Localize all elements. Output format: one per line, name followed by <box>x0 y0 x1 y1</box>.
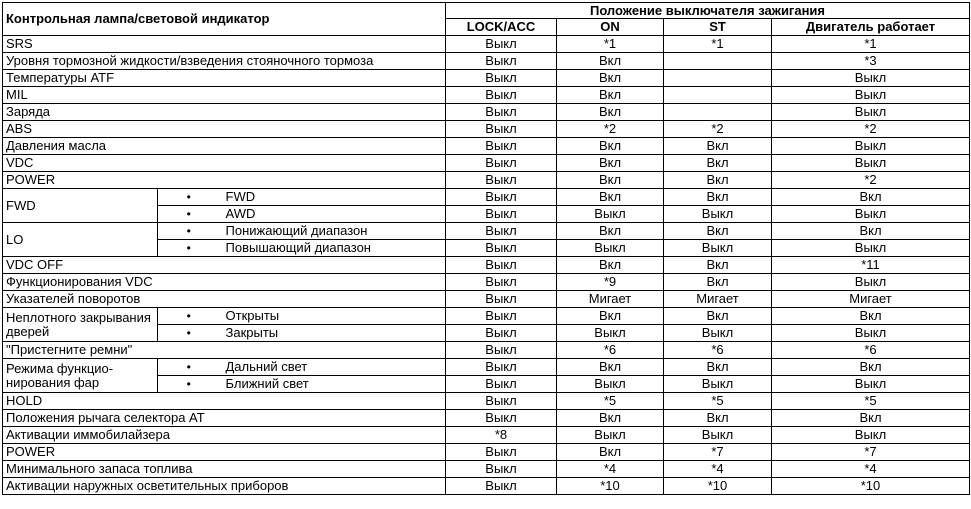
state-cell: Мигает <box>557 291 664 308</box>
state-cell: Выкл <box>664 240 772 257</box>
state-cell: Вкл <box>557 410 664 427</box>
table-row <box>3 70 970 87</box>
table-row <box>3 53 970 70</box>
state-cell: Выкл <box>446 376 557 393</box>
state-cell: Выкл <box>557 240 664 257</box>
state-cell: Вкл <box>772 189 970 206</box>
table-row <box>3 291 970 308</box>
state-cell: Выкл <box>446 104 557 121</box>
table-row <box>3 104 970 121</box>
table-row <box>3 155 970 172</box>
indicator-name: "Пристегните ремни" <box>3 342 446 359</box>
state-cell: Выкл <box>446 359 557 376</box>
st-header: ST <box>664 19 772 36</box>
sub-item-label: Ближний свет <box>220 376 446 393</box>
table-row <box>3 393 970 410</box>
table-row <box>3 274 970 291</box>
state-cell: Выкл <box>446 87 557 104</box>
table-row <box>3 223 970 240</box>
indicator-name: Активации иммобилайзера <box>3 427 446 444</box>
bullet-mark: • <box>158 308 220 325</box>
table-row <box>3 427 970 444</box>
state-cell: *3 <box>772 53 970 70</box>
state-cell: Выкл <box>446 53 557 70</box>
state-cell: Выкл <box>446 257 557 274</box>
state-cell: Выкл <box>446 138 557 155</box>
state-cell: *5 <box>772 393 970 410</box>
state-cell: *9 <box>557 274 664 291</box>
position-group-header: Положение выключателя зажигания <box>446 3 970 19</box>
state-cell: Вкл <box>557 155 664 172</box>
state-cell: Вкл <box>664 138 772 155</box>
state-cell: Выкл <box>446 172 557 189</box>
table-row <box>3 410 970 427</box>
state-cell <box>664 87 772 104</box>
state-cell: *1 <box>557 36 664 53</box>
indicator-name: ABS <box>3 121 446 138</box>
bullet-mark: • <box>158 240 220 257</box>
indicator-name: SRS <box>3 36 446 53</box>
state-cell: *10 <box>557 478 664 495</box>
sub-item-label: Дальний свет <box>220 359 446 376</box>
state-cell: *6 <box>772 342 970 359</box>
state-cell <box>664 104 772 121</box>
state-cell: Выкл <box>557 427 664 444</box>
state-cell: Выкл <box>446 70 557 87</box>
bullet-mark: • <box>158 376 220 393</box>
state-cell: Вкл <box>557 70 664 87</box>
state-cell: Выкл <box>446 444 557 461</box>
state-cell: Выкл <box>772 240 970 257</box>
table-row <box>3 478 970 495</box>
state-cell: Выкл <box>446 342 557 359</box>
state-cell: Вкл <box>557 53 664 70</box>
state-cell: Вкл <box>772 359 970 376</box>
state-cell: Выкл <box>772 138 970 155</box>
header-row-1 <box>3 3 970 19</box>
state-cell: Вкл <box>557 189 664 206</box>
state-cell: Вкл <box>557 359 664 376</box>
state-cell: Выкл <box>664 325 772 342</box>
state-cell: *5 <box>557 393 664 410</box>
state-cell: Выкл <box>772 87 970 104</box>
table-body <box>3 3 970 495</box>
state-cell: Выкл <box>772 427 970 444</box>
state-cell: Вкл <box>664 155 772 172</box>
state-cell: Вкл <box>557 257 664 274</box>
state-cell: Вкл <box>664 359 772 376</box>
indicator-name: Заряда <box>3 104 446 121</box>
indicator-column-header: Контрольная лампа/световой индикатор <box>3 3 446 36</box>
indicator-name: POWER <box>3 444 446 461</box>
indicator-table <box>2 2 970 495</box>
state-cell: *11 <box>772 257 970 274</box>
table-row <box>3 308 970 325</box>
state-cell: *7 <box>772 444 970 461</box>
state-cell: Выкл <box>446 291 557 308</box>
state-cell: Вкл <box>557 138 664 155</box>
state-cell: Выкл <box>772 325 970 342</box>
indicator-name: Положения рычага селектора AT <box>3 410 446 427</box>
state-cell: *7 <box>664 444 772 461</box>
state-cell: Вкл <box>557 308 664 325</box>
indicator-name: VDC <box>3 155 446 172</box>
state-cell: Вкл <box>557 104 664 121</box>
sub-item-label: AWD <box>220 206 446 223</box>
table-row <box>3 257 970 274</box>
indicator-name: Уровня тормозной жидкости/взведения стояночного тормоза <box>3 53 446 70</box>
state-cell: Выкл <box>772 155 970 172</box>
state-cell: *4 <box>664 461 772 478</box>
state-cell: *2 <box>557 121 664 138</box>
bullet-mark: • <box>158 325 220 342</box>
state-cell: Вкл <box>557 444 664 461</box>
sub-item-label: Понижающий диапазон <box>220 223 446 240</box>
bullet-mark: • <box>158 223 220 240</box>
state-cell: *10 <box>664 478 772 495</box>
table-row <box>3 172 970 189</box>
state-cell: Выкл <box>772 206 970 223</box>
state-cell: Вкл <box>664 257 772 274</box>
bullet-mark: • <box>158 359 220 376</box>
sub-item-label: Открыты <box>220 308 446 325</box>
indicator-name: Активации наружных осветительных приборов <box>3 478 446 495</box>
state-cell: Вкл <box>557 87 664 104</box>
table-row <box>3 36 970 53</box>
state-cell: Выкл <box>557 325 664 342</box>
lock-acc-header: LOCK/ACC <box>446 19 557 36</box>
state-cell: *10 <box>772 478 970 495</box>
state-cell: Вкл <box>664 308 772 325</box>
state-cell <box>664 53 772 70</box>
table-row <box>3 189 970 206</box>
state-cell: Выкл <box>446 155 557 172</box>
state-cell: Вкл <box>772 223 970 240</box>
state-cell: *6 <box>557 342 664 359</box>
table-row <box>3 359 970 376</box>
state-cell: *5 <box>664 393 772 410</box>
state-cell: Выкл <box>446 223 557 240</box>
indicator-name: Температуры ATF <box>3 70 446 87</box>
state-cell: Выкл <box>446 478 557 495</box>
state-cell: Вкл <box>664 189 772 206</box>
state-cell: *4 <box>557 461 664 478</box>
table-row <box>3 87 970 104</box>
state-cell: *4 <box>772 461 970 478</box>
state-cell: Вкл <box>664 172 772 189</box>
state-cell <box>664 70 772 87</box>
state-cell: Выкл <box>446 274 557 291</box>
sub-item-label: Закрыты <box>220 325 446 342</box>
indicator-name: Неплотного закрывания дверей <box>3 308 158 342</box>
state-cell: Выкл <box>664 427 772 444</box>
table-row <box>3 138 970 155</box>
indicator-name: POWER <box>3 172 446 189</box>
state-cell: Выкл <box>446 461 557 478</box>
state-cell: Мигает <box>664 291 772 308</box>
indicator-name: Минимального запаса топлива <box>3 461 446 478</box>
state-cell: Выкл <box>557 376 664 393</box>
indicator-name: FWD <box>3 189 158 223</box>
state-cell: Вкл <box>664 410 772 427</box>
table-row <box>3 461 970 478</box>
bullet-mark: • <box>158 189 220 206</box>
state-cell: Выкл <box>664 376 772 393</box>
state-cell: Выкл <box>772 376 970 393</box>
on-header: ON <box>557 19 664 36</box>
state-cell: Выкл <box>772 104 970 121</box>
state-cell: Вкл <box>772 308 970 325</box>
table-row <box>3 342 970 359</box>
state-cell: Выкл <box>664 206 772 223</box>
indicator-name: Давления масла <box>3 138 446 155</box>
indicator-name: Функционирования VDC <box>3 274 446 291</box>
state-cell: Выкл <box>446 308 557 325</box>
state-cell: *6 <box>664 342 772 359</box>
state-cell: Выкл <box>446 240 557 257</box>
state-cell: *8 <box>446 427 557 444</box>
state-cell: Вкл <box>772 410 970 427</box>
indicator-name: VDC OFF <box>3 257 446 274</box>
state-cell: *2 <box>772 121 970 138</box>
state-cell: *1 <box>772 36 970 53</box>
state-cell: Выкл <box>446 206 557 223</box>
state-cell: Выкл <box>772 274 970 291</box>
state-cell: Выкл <box>446 36 557 53</box>
state-cell: Выкл <box>446 189 557 206</box>
state-cell: Выкл <box>557 206 664 223</box>
state-cell: Выкл <box>446 121 557 138</box>
table-row <box>3 444 970 461</box>
bullet-mark: • <box>158 206 220 223</box>
state-cell: Выкл <box>772 70 970 87</box>
state-cell: Вкл <box>557 172 664 189</box>
engine-running-header: Двигатель работает <box>772 19 970 36</box>
sub-item-label: Повышающий диапазон <box>220 240 446 257</box>
state-cell: Выкл <box>446 393 557 410</box>
state-cell: *1 <box>664 36 772 53</box>
state-cell: Вкл <box>664 223 772 240</box>
indicator-name: Указателей поворотов <box>3 291 446 308</box>
sub-item-label: FWD <box>220 189 446 206</box>
state-cell: Мигает <box>772 291 970 308</box>
table-row <box>3 121 970 138</box>
state-cell: Выкл <box>446 410 557 427</box>
indicator-name: MIL <box>3 87 446 104</box>
indicator-name: LO <box>3 223 158 257</box>
indicator-name: HOLD <box>3 393 446 410</box>
indicator-name: Режима функцио-нирования фар <box>3 359 158 393</box>
state-cell: Вкл <box>664 274 772 291</box>
state-cell: *2 <box>664 121 772 138</box>
state-cell: *2 <box>772 172 970 189</box>
state-cell: Выкл <box>446 325 557 342</box>
state-cell: Вкл <box>557 223 664 240</box>
